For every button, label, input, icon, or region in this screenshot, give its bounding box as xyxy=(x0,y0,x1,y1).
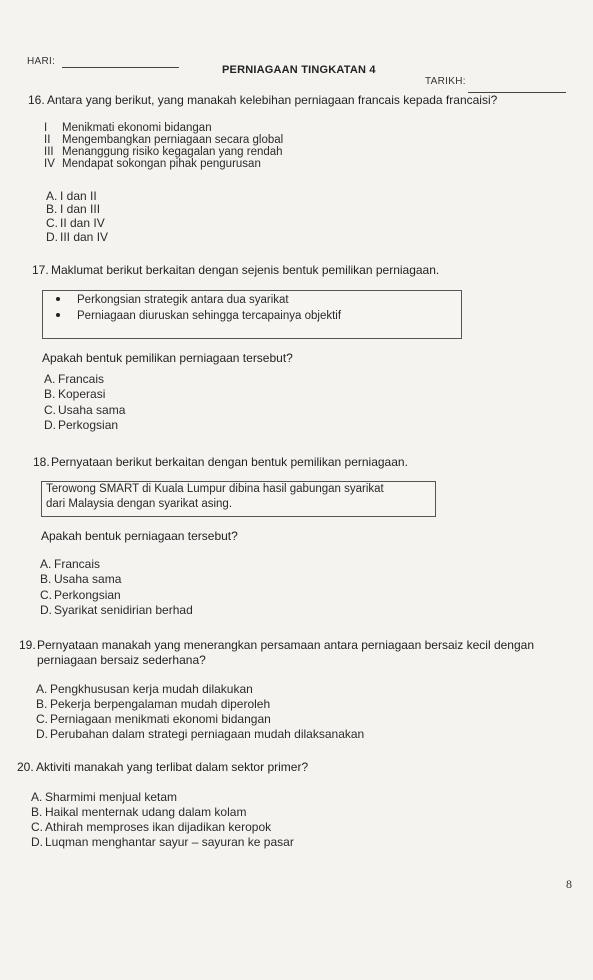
page-number: 8 xyxy=(566,877,572,891)
info-text-line: Terowong SMART di Kuala Lumpur dibina hasil gabungan syarikat xyxy=(46,483,384,495)
question-number: 20. xyxy=(17,760,34,774)
option-c[interactable]: C. Perkongsian xyxy=(40,588,121,602)
option-b[interactable]: B. Usaha sama xyxy=(40,572,122,586)
question-prompt: Apakah bentuk perniagaan tersebut? xyxy=(41,529,238,543)
option-a[interactable]: A. Francais xyxy=(44,372,105,386)
option-a[interactable]: A. Francais xyxy=(40,557,101,571)
statement-4: IV Mendapat sokongan pihak pengurusan xyxy=(44,158,261,170)
statement-3: III Menanggung risiko kegagalan yang rendah xyxy=(44,146,283,158)
bullet-icon xyxy=(56,313,60,317)
option-d[interactable]: D. Perkogsian xyxy=(44,418,119,432)
option-a[interactable]: A. Pengkhususan kerja mudah dilakukan xyxy=(36,682,253,696)
option-b[interactable]: B. Haikal menternak udang dalam kolam xyxy=(31,805,247,819)
bullet-icon xyxy=(56,297,60,301)
question-prompt: Apakah bentuk pemilikan perniagaan tersebut? xyxy=(42,351,293,365)
question-number: 17. xyxy=(32,263,49,277)
option-c[interactable]: C. Perniagaan menikmati ekonomi bidangan xyxy=(36,712,271,726)
option-d[interactable]: D. III dan IV xyxy=(46,230,109,244)
option-c[interactable]: C. Athirah memproses ikan dijadikan keropok xyxy=(31,820,272,834)
statement-1: I Menikmati ekonomi bidangan xyxy=(44,122,212,134)
info-text-line: dari Malaysia dengan syarikat asing. xyxy=(46,498,233,510)
tarikh-label: TARIKH: xyxy=(425,76,466,87)
bullet-item: Perkongsian strategik antara dua syarikat xyxy=(56,294,289,307)
option-a[interactable]: A. I dan II xyxy=(46,189,97,203)
question-stem-line: perniagaan bersaiz sederhana? xyxy=(37,653,206,667)
bullet-item: Perniagaan diuruskan sehingga tercapainya objektif xyxy=(56,310,341,323)
page-title: PERNIAGAAN TINGKATAN 4 xyxy=(222,64,376,76)
option-c[interactable]: C. Usaha sama xyxy=(44,403,126,417)
option-d[interactable]: D. Syarikat senidirian berhad xyxy=(40,603,193,617)
option-b[interactable]: B. Koperasi xyxy=(44,387,106,401)
hari-blank-line xyxy=(62,67,179,68)
hari-label: HARI: xyxy=(27,56,56,67)
question-stem: Aktiviti manakah yang terlibat dalam sektor primer? xyxy=(36,760,309,774)
option-d[interactable]: D. Perubahan dalam strategi perniagaan mudah dilaksanakan xyxy=(36,727,365,741)
question-number: 18. xyxy=(33,455,50,469)
option-a[interactable]: A. Sharmimi menjual ketam xyxy=(31,790,178,804)
question-stem: Pernyataan berikut berkaitan dengan bentuk pemilikan perniagaan. xyxy=(51,455,408,469)
option-c[interactable]: C. II dan IV xyxy=(46,216,105,230)
option-b[interactable]: B. Pekerja berpengalaman mudah diperoleh xyxy=(36,697,271,711)
statement-2: II Mengembangkan perniagaan secara global xyxy=(44,134,284,146)
question-stem: Maklumat berikut berkaitan dengan sejenis bentuk pemilikan perniagaan. xyxy=(51,263,440,277)
question-number: 19. xyxy=(19,638,36,652)
option-d[interactable]: D. Luqman menghantar sayur – sayuran ke pasar xyxy=(31,835,294,849)
question-number: 16. xyxy=(28,93,45,107)
question-stem: Antara yang berikut, yang manakah kelebihan perniagaan francais kepada francaisi? xyxy=(47,93,498,107)
question-stem-line: Pernyataan manakah yang menerangkan persamaan antara perniagaan bersaiz kecil dengan xyxy=(37,638,534,652)
option-b[interactable]: B. I dan III xyxy=(46,202,101,216)
